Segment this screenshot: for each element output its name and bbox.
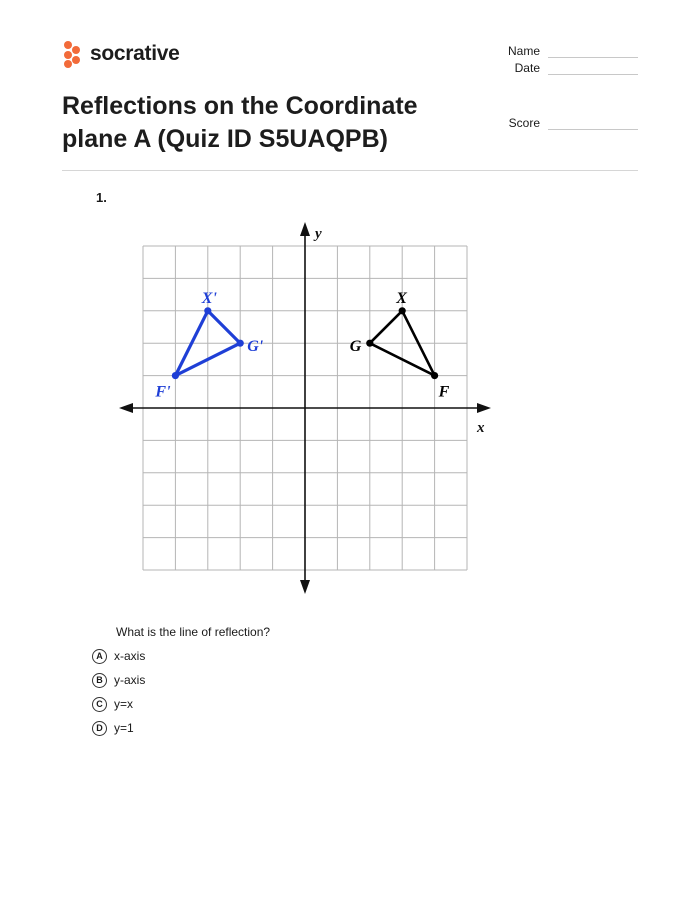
- choice-a[interactable]: [92, 644, 145, 668]
- vertex-point: [237, 340, 244, 347]
- choice-bubble[interactable]: D: [92, 721, 107, 736]
- vertex-point: [399, 307, 406, 314]
- vertex-point: [172, 372, 179, 379]
- vertex-point: [204, 307, 211, 314]
- name-label: Name: [507, 44, 540, 58]
- choice-text: y=1: [114, 721, 134, 735]
- brand-name: socrative: [90, 42, 180, 65]
- quiz-title: Reflections on the Coordinate plane A (Quiz ID S5UAQPB): [62, 92, 418, 153]
- y-axis-arrow-top: [300, 222, 310, 236]
- x-axis-label: x: [477, 420, 485, 436]
- choice-bubble[interactable]: A: [92, 649, 107, 664]
- choice-bubble[interactable]: C: [92, 697, 107, 712]
- choice-c[interactable]: [92, 692, 145, 716]
- score-line: [548, 119, 638, 130]
- y-axis-arrow-bottom: [300, 580, 310, 594]
- header-divider: [62, 170, 638, 171]
- vertex-point: [366, 340, 373, 347]
- vertex-label: X: [396, 289, 407, 307]
- choice-d[interactable]: [92, 716, 145, 740]
- choice-text: x-axis: [114, 649, 146, 663]
- name-field: [480, 44, 638, 58]
- vertex-point: [431, 372, 438, 379]
- socrative-logo-icon: [62, 40, 86, 68]
- choice-text: y=x: [114, 697, 134, 711]
- vertex-label: F': [155, 383, 171, 401]
- score-field: [480, 116, 638, 130]
- question-number: 1.: [96, 190, 107, 205]
- x-axis-arrow-right: [477, 403, 491, 413]
- score-label: Score: [508, 116, 540, 130]
- choice-bubble[interactable]: B: [92, 673, 107, 688]
- socrative-logo: [62, 40, 180, 68]
- vertex-label: X': [201, 289, 217, 307]
- date-field: [480, 61, 638, 75]
- question-text: What is the line of reflection?: [116, 625, 271, 639]
- vertex-label: F: [438, 383, 450, 401]
- x-axis-arrow-left: [119, 403, 133, 413]
- date-label: Date: [514, 61, 540, 75]
- vertex-label: G': [247, 338, 264, 356]
- choice-text: y-axis: [114, 673, 146, 687]
- y-axis-label: y: [315, 226, 322, 242]
- name-line: [548, 47, 638, 58]
- choice-b[interactable]: [92, 668, 145, 692]
- vertex-label: G: [349, 338, 362, 356]
- date-line: [548, 64, 638, 75]
- answer-choices: [92, 644, 145, 740]
- coordinate-plane-figure: [115, 220, 505, 600]
